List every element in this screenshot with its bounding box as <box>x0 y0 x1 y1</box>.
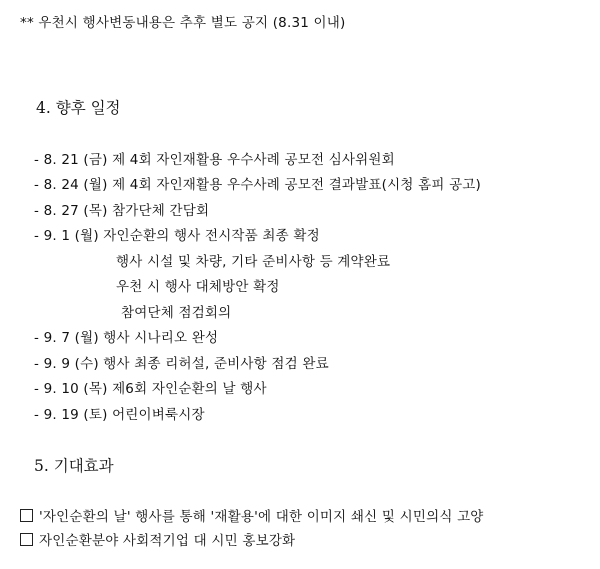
notice-line: ** 우천시 행사변동내용은 추후 별도 공지 (8.31 이내) <box>20 15 346 31</box>
schedule-item: - 9. 19 (토) 어린이벼룩시장 <box>34 407 205 423</box>
effect-item <box>20 508 484 526</box>
section-4-heading: 4. 향후 일정 <box>36 99 121 117</box>
schedule-item: - 8. 21 (금) 제 4회 자인재활용 우수사례 공모전 심사위원회 <box>34 152 395 168</box>
schedule-item: - 8. 27 (목) 참가단체 간담회 <box>34 203 210 219</box>
checkbox-icon <box>20 509 33 522</box>
schedule-subitem: 행사 시설 및 차량, 기타 준비사항 등 계약완료 <box>116 254 391 270</box>
effect-item-text: 자인순환분야 사회적기업 대 시민 홍보강화 <box>39 533 296 549</box>
schedule-item: - 8. 24 (월) 제 4회 자인재활용 우수사례 공모전 결과발표(시청 홈피 공고) <box>34 177 482 193</box>
schedule-item: - 9. 7 (월) 행사 시나리오 완성 <box>34 330 219 346</box>
schedule-subitem: 참여단체 점검회의 <box>121 305 232 321</box>
schedule-item: - 9. 1 (월) 자인순환의 행사 전시작품 최종 확정 <box>34 228 320 244</box>
schedule-subitem: 우천 시 행사 대체방안 확정 <box>116 279 280 295</box>
schedule-item: - 9. 10 (목) 제6회 자인순환의 날 행사 <box>34 381 267 397</box>
effect-item <box>20 532 295 550</box>
section-5-heading: 5. 기대효과 <box>34 457 114 475</box>
schedule-item: - 9. 9 (수) 행사 최종 리허설, 준비사항 점검 완료 <box>34 356 329 372</box>
checkbox-icon <box>20 533 33 546</box>
effect-item-text: '자인순환의 날' 행사를 통해 '재활용'에 대한 이미지 쇄신 및 시민의식 고양 <box>39 509 484 525</box>
